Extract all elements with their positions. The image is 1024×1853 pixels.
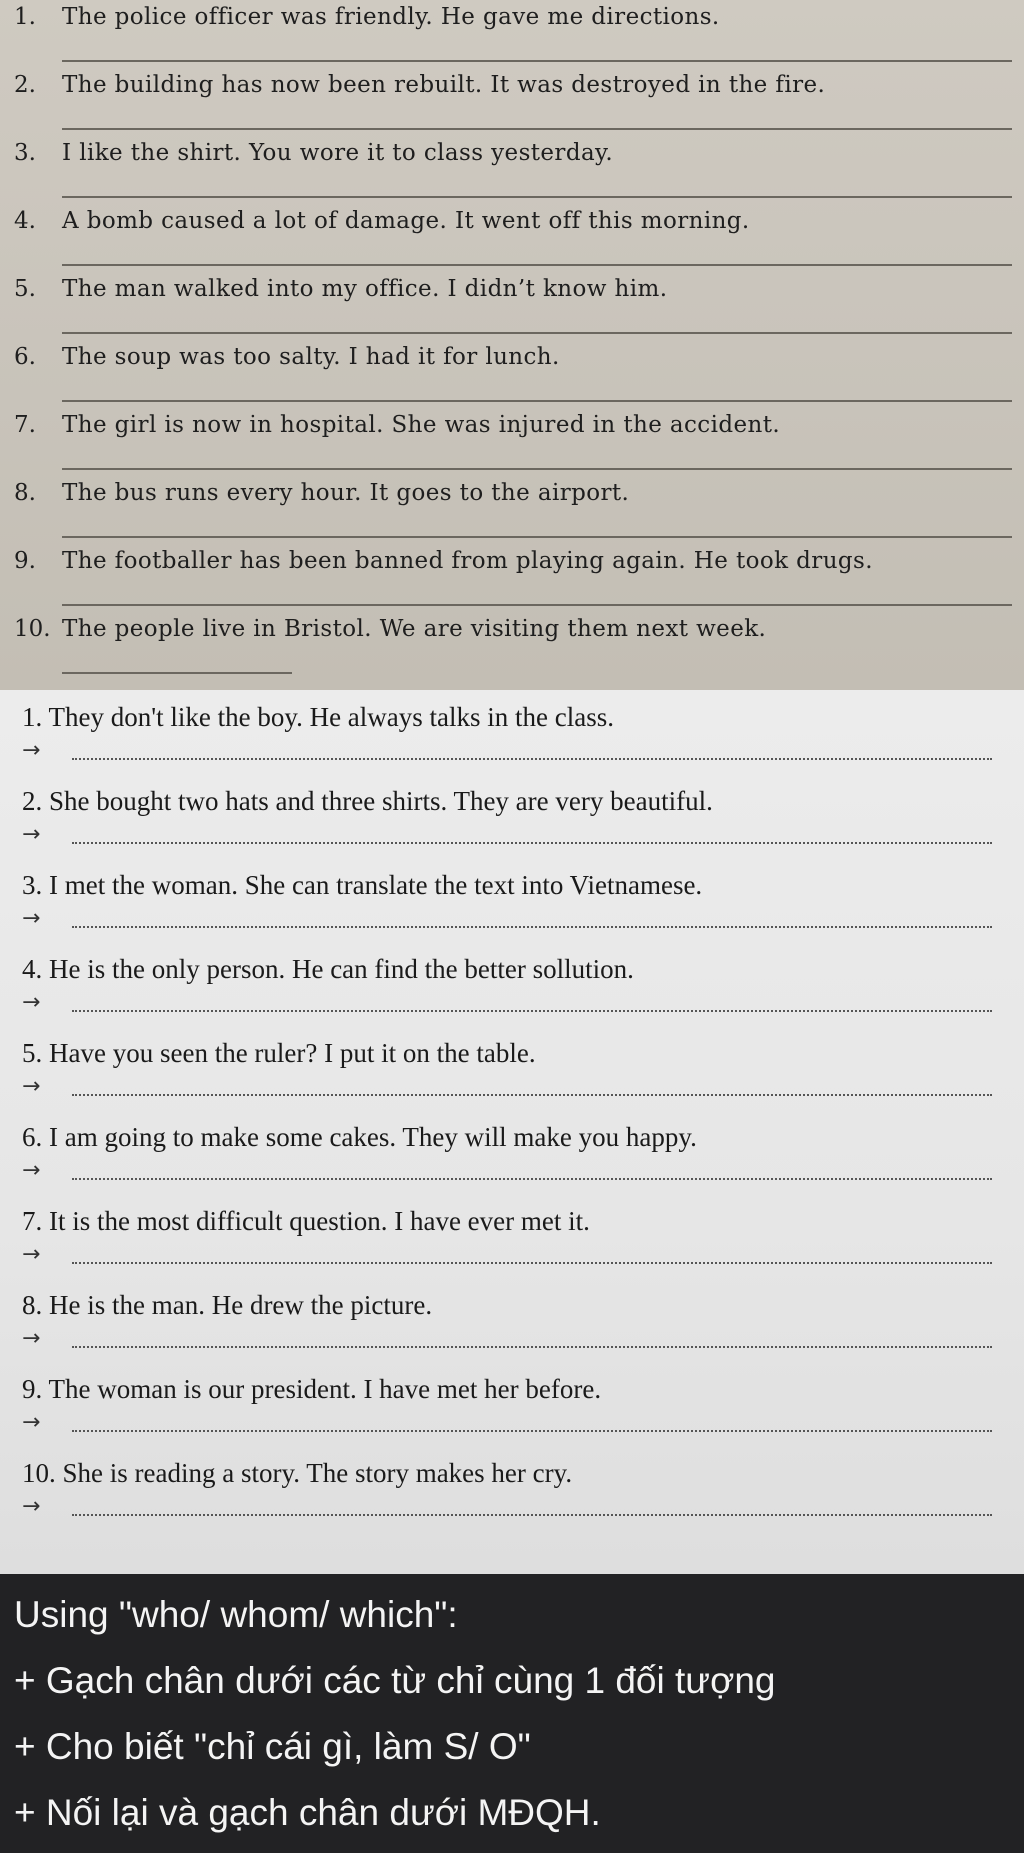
exercise2-item — [0, 778, 1024, 862]
arrow-icon: → — [22, 1326, 41, 1351]
item-text: 8. He is the man. He drew the picture. — [22, 1290, 433, 1320]
item-text: 3. I met the woman. She can translate the text into Vietnamese. — [22, 870, 703, 900]
exercise2-item — [0, 1030, 1024, 1114]
answer-line — [62, 196, 1012, 198]
exercise1-item — [0, 204, 1024, 272]
exercise2-item — [0, 1282, 1024, 1366]
exercise2-item — [0, 946, 1024, 1030]
arrow-icon: → — [22, 1494, 41, 1519]
answer-line — [72, 842, 992, 844]
exercise1-item — [0, 68, 1024, 136]
exercise1-item — [0, 272, 1024, 340]
answer-line — [72, 758, 992, 760]
item-number: 2. — [14, 72, 36, 98]
item-text: 4. He is the only person. He can find the better sollution. — [22, 954, 634, 984]
instructions-box — [0, 1574, 1024, 1853]
item-number: 6. — [14, 344, 36, 370]
exercise1-item — [0, 408, 1024, 476]
item-text: 1. They don't like the boy. He always talks in the class. — [22, 702, 614, 732]
answer-line — [62, 400, 1012, 402]
item-number: 7. — [14, 412, 36, 438]
answer-line — [62, 536, 1012, 538]
item-text: 9. The woman is our president. I have met her before. — [22, 1374, 602, 1404]
answer-line — [62, 672, 292, 674]
instructions-title: Using "who/ whom/ which": — [14, 1594, 458, 1635]
answer-line — [62, 332, 1012, 334]
item-text: The bus runs every hour. It goes to the airport. — [62, 480, 630, 506]
exercise2-item — [0, 1366, 1024, 1450]
instruction-line: + Gạch chân dưới các từ chỉ cùng 1 đối tượng — [14, 1660, 776, 1701]
answer-line — [72, 1262, 992, 1264]
exercise2-item — [0, 694, 1024, 778]
exercise1-item — [0, 136, 1024, 204]
item-text: The people live in Bristol. We are visiting them next week. — [62, 616, 767, 642]
arrow-icon: → — [22, 1074, 41, 1099]
exercise2-item — [0, 1114, 1024, 1198]
item-text: 5. Have you seen the ruler? I put it on the table. — [22, 1038, 536, 1068]
answer-line — [62, 468, 1012, 470]
item-text: The girl is now in hospital. She was injured in the accident. — [62, 412, 781, 438]
answer-line — [72, 1346, 992, 1348]
item-number: 8. — [14, 480, 36, 506]
item-number: 1. — [14, 4, 36, 30]
item-number: 5. — [14, 276, 36, 302]
exercise1-item — [0, 340, 1024, 408]
exercise2-item — [0, 1450, 1024, 1534]
arrow-icon: → — [22, 990, 41, 1015]
item-text: The building has now been rebuilt. It was destroyed in the fire. — [62, 72, 826, 98]
worksheet-exercise-1 — [0, 0, 1024, 690]
arrow-icon: → — [22, 1410, 41, 1435]
exercise1-item — [0, 544, 1024, 612]
answer-line — [72, 1094, 992, 1096]
item-text: I like the shirt. You wore it to class yesterday. — [62, 140, 614, 166]
instruction-line: + Nối lại và gạch chân dưới MĐQH. — [14, 1792, 601, 1833]
item-number: 9. — [14, 548, 36, 574]
answer-line — [72, 1430, 992, 1432]
arrow-icon: → — [22, 738, 41, 763]
arrow-icon: → — [22, 1158, 41, 1183]
item-text: 10. She is reading a story. The story makes her cry. — [22, 1458, 573, 1488]
answer-line — [62, 604, 1012, 606]
answer-line — [72, 1514, 992, 1516]
arrow-icon: → — [22, 822, 41, 847]
answer-line — [62, 264, 1012, 266]
exercise1-item — [0, 0, 1024, 68]
item-text: 7. It is the most difficult question. I have ever met it. — [22, 1206, 590, 1236]
instruction-line: + Cho biết "chỉ cái gì, làm S/ O" — [14, 1726, 531, 1767]
arrow-icon: → — [22, 1242, 41, 1267]
answer-line — [72, 1010, 992, 1012]
item-text: The footballer has been banned from playing again. He took drugs. — [62, 548, 873, 574]
item-text: 6. I am going to make some cakes. They will make you happy. — [22, 1122, 697, 1152]
worksheet-exercise-2 — [0, 690, 1024, 1574]
arrow-icon: → — [22, 906, 41, 931]
item-text: The man walked into my office. I didn’t know him. — [62, 276, 668, 302]
item-number: 4. — [14, 208, 36, 234]
answer-line — [72, 1178, 992, 1180]
item-number: 10. — [14, 616, 51, 642]
item-number: 3. — [14, 140, 36, 166]
exercise1-item — [0, 476, 1024, 544]
answer-line — [62, 128, 1012, 130]
exercise1-item — [0, 612, 1024, 680]
exercise2-item — [0, 1198, 1024, 1282]
exercise2-item — [0, 862, 1024, 946]
item-text: The police officer was friendly. He gave me directions. — [62, 4, 720, 30]
item-text: The soup was too salty. I had it for lunch. — [62, 344, 560, 370]
item-text: A bomb caused a lot of damage. It went off this morning. — [62, 208, 750, 234]
answer-line — [62, 60, 1012, 62]
answer-line — [72, 926, 992, 928]
item-text: 2. She bought two hats and three shirts. They are very beautiful. — [22, 786, 713, 816]
